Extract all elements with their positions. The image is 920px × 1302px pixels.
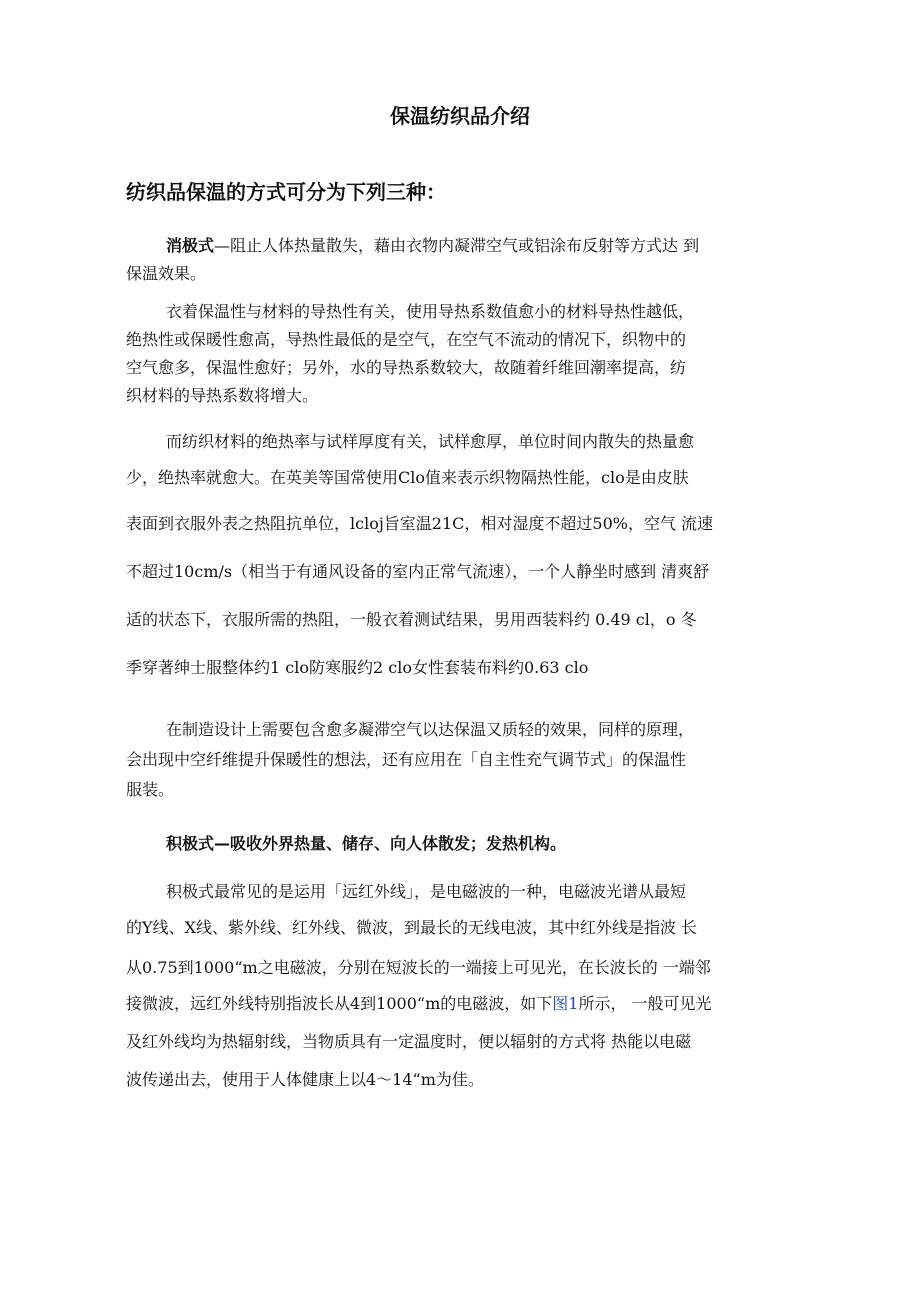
para4-line-5: 及红外线均为热辐射线，当物质具有一定温度时，便以辐射的方式将 热能以电磁 [126,1032,692,1051]
para1-line-3: 空气愈多，保温性愈好；另外，水的导热系数较大，故随着纤维回潮率提高，纺 [126,358,687,377]
para4-line-1: 积极式最常见的是运用「远红外线」，是电磁波的一种，电磁波光谱从最短 [166,882,687,901]
para3-line-3: 服装。 [126,780,175,799]
para4-line-3: 从0.75到1000“m之电磁波，分别在短波长的一端接上可见光，在长波长的 一端邻 [126,958,711,977]
active-heading: 积极式—吸收外界热量、储存、向人体散发；发热机构。 [166,834,567,853]
para1-line-2: 绝热性或保暖性愈高，导热性最低的是空气，在空气不流动的情况下，织物中的 [126,330,687,349]
para4-line-6: 波传递出去，使用于人体健康上以4～14“m为佳。 [126,1070,484,1089]
figure-1-link[interactable]: 图1 [552,994,579,1013]
passive-label: 消极式 [166,236,215,255]
passive-line-1: 消极式—阻止人体热量散失，藉由衣物内凝滞空气或铝涂布反射等方式达 到 [166,236,700,255]
para2-line-3: 表面到衣服外表之热阻抗单位，lcloj旨室温21C，相对湿度不超过50%，空气 流速 [126,514,714,533]
para1-line-4: 织材料的导热系数将增大。 [126,386,319,405]
section-heading: 纺织品保温的方式可分为下列三种： [126,180,446,204]
para2-line-1: 而纺织材料的绝热率与试样厚度有关，试样愈厚，单位时间内散失的热量愈 [166,432,695,451]
para4-line-4: 接微波，远红外线特别指波长从4到1000“m的电磁波，如下图1所示， 一般可见光 [126,994,712,1013]
para3-line-1: 在制造设计上需要包含愈多凝滞空气以达保温又质轻的效果，同样的原理， [166,720,695,739]
para1-line-1: 衣着保温性与材料的导热性有关，使用导热系数值愈小的材料导热性越低， [166,302,695,321]
para2-line-6: 季穿著绅士服整体约1 clo防寒服约2 clo女性套装布料约0.63 clo [126,658,589,677]
para4-line-2: 的Y线、X线、紫外线、红外线、微波，到最长的无线电波，其中红外线是指波 长 [126,918,698,937]
para3-line-2: 会出现中空纤维提升保暖性的想法，还有应用在「自主性充气调节式」的保温性 [126,750,687,769]
page-title: 保温纺织品介绍 [390,104,530,128]
para2-line-2: 少，绝热率就愈大。在英美等国常使用Clo值来表示织物隔热性能，clo是由皮肤 [126,468,689,487]
para2-line-4: 不超过10cm/s（相当于有通风设备的室内正常气流速），一个人静坐时感到 清爽舒 [126,562,710,581]
passive-line-2: 保温效果。 [126,264,207,283]
para2-line-5: 适的状态下，衣服所需的热阻，一般衣着测试结果，男用西装料约 0.49 cl，o 冬 [126,610,697,629]
